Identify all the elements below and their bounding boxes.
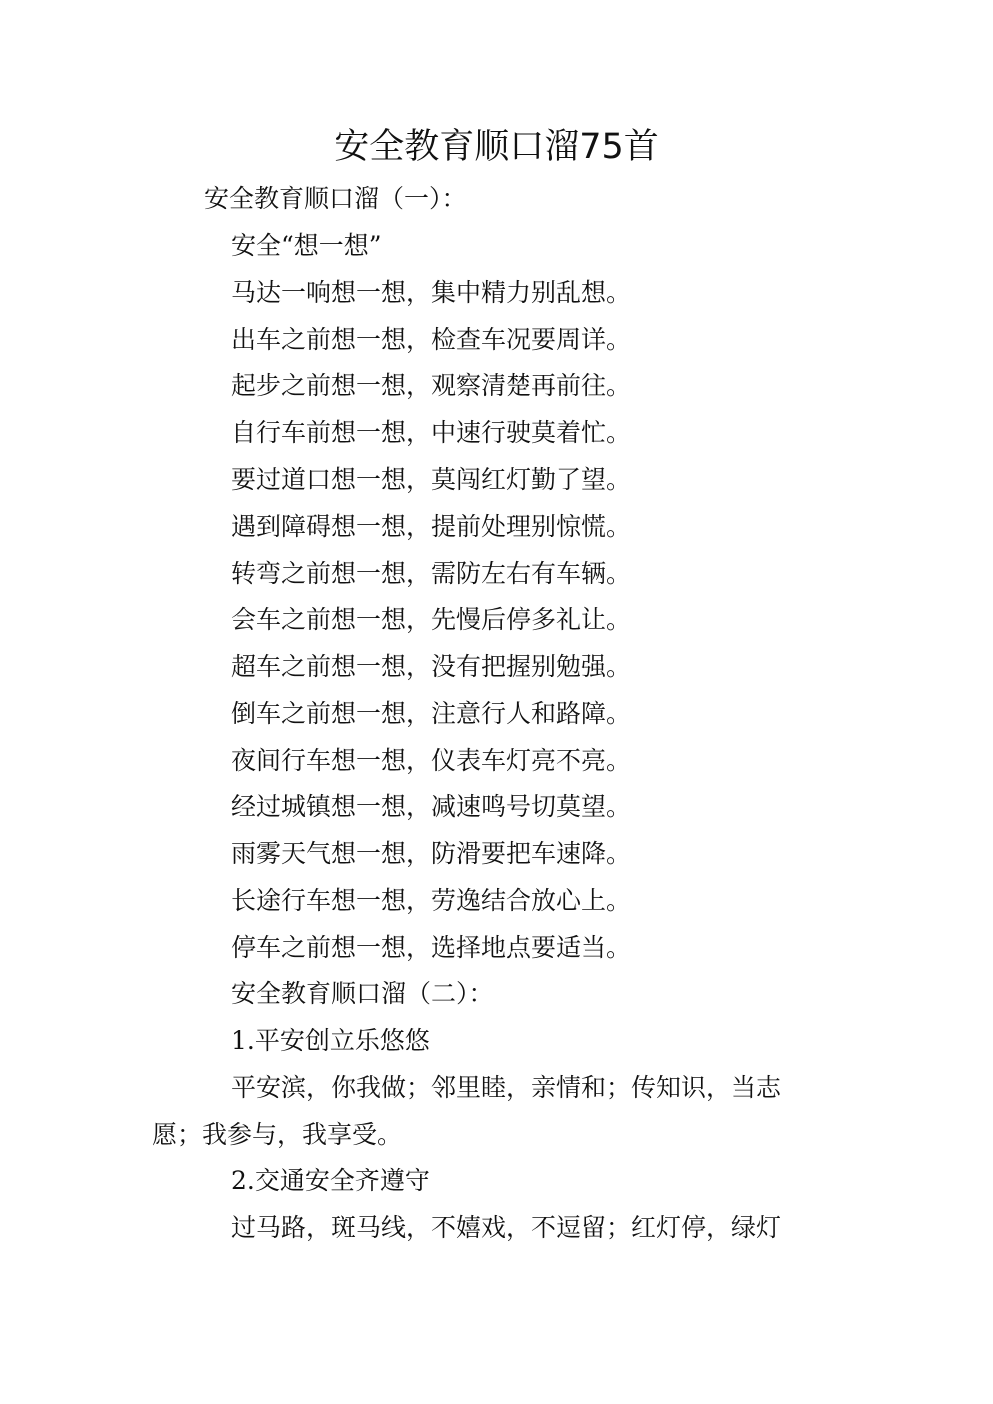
item-text-2: 过马路，斑马线，不嬉戏，不逗留；红灯停，绿灯 — [231, 1213, 782, 1242]
section-heading-2: 安全教育顺口溜（二）： — [231, 979, 494, 1008]
poem-line: 自行车前想一想，中速行驶莫着忙。 — [231, 418, 632, 447]
poem-line: 夜间行车想一想，仪表车灯亮不亮。 — [231, 746, 632, 775]
document-title: 安全教育顺口溜75首 — [334, 127, 659, 167]
poem-line: 遇到障碍想一想，提前处理别惊慌。 — [231, 512, 632, 541]
poem-line: 出车之前想一想，检查车况要周详。 — [231, 325, 632, 354]
poem-line: 要过道口想一想，莫闯红灯勤了望。 — [231, 465, 632, 494]
item-title-2: 2.交通安全齐遵守 — [231, 1166, 430, 1195]
poem-line: 倒车之前想一想，注意行人和路障。 — [231, 699, 632, 728]
item-text-1: 平安滨，你我做；邻里睦，亲情和；传知识，当志 — [231, 1073, 782, 1102]
poem-line: 转弯之前想一想，需防左右有车辆。 — [231, 559, 632, 588]
poem-title: 安全“想一想” — [231, 231, 382, 260]
item-text-1-continued: 愿；我参与，我享受。 — [152, 1120, 403, 1149]
section-heading-1: 安全教育顺口溜（一）： — [204, 184, 467, 213]
poem-line: 长途行车想一想，劳逸结合放心上。 — [231, 886, 632, 915]
poem-line: 雨雾天气想一想，防滑要把车速降。 — [231, 839, 632, 868]
poem-line: 停车之前想一想，选择地点要适当。 — [231, 933, 632, 962]
poem-line: 会车之前想一想，先慢后停多礼让。 — [231, 605, 632, 634]
poem-line: 起步之前想一想，观察清楚再前往。 — [231, 371, 632, 400]
poem-line: 马达一响想一想，集中精力别乱想。 — [231, 278, 632, 307]
poem-line: 经过城镇想一想，减速鸣号切莫望。 — [231, 792, 632, 821]
poem-line: 超车之前想一想，没有把握别勉强。 — [231, 652, 632, 681]
item-title-1: 1.平安创立乐悠悠 — [231, 1026, 430, 1055]
